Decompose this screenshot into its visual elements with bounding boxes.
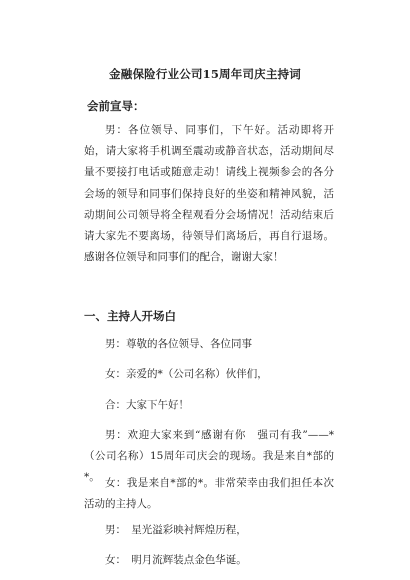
section-heading: 一、主持人开场白 xyxy=(84,309,176,323)
script-line: 男： 星光溢彩映衬辉煌历程， xyxy=(105,524,247,536)
script-line: 合：大家下午好！ xyxy=(105,399,189,411)
script-line: 男：尊敬的各位领导、各位同事 xyxy=(105,338,252,350)
script-line: 女：亲爱的*（公司名称）伙伴们， xyxy=(105,368,268,380)
document-title: 金融保险行业公司15周年司庆主持词 xyxy=(109,67,301,81)
preface-paragraph: 男：各位领导、同事们，下午好。活动即将开始，请大家将手机调至震动或静音状态，活动期间尽量不要接打电话或随意走动！请线上视频参会的各分会场的领导和同事们保持良好的坐姿和精神风貌，活动期间公司领导将全程观看分会场情况！活动结束后请大家先不要离场，待领导们离场后，再自行退场。感谢各位领导和同事们的配合，谢谢大家！ xyxy=(84,124,334,264)
script-line: 男：欢迎大家来到“感谢有你 强司有我”——*（公司名称）15周年司庆会的现场。我是来自*部的*。 xyxy=(84,429,334,483)
script-line: 女： 明月流辉装点金色华诞。 xyxy=(105,554,247,566)
preface-label: 会前宣导： xyxy=(87,99,145,113)
script-line: 女：我是来自*部的*。非常荣幸由我们担任本次活动的主持人。 xyxy=(84,477,334,510)
